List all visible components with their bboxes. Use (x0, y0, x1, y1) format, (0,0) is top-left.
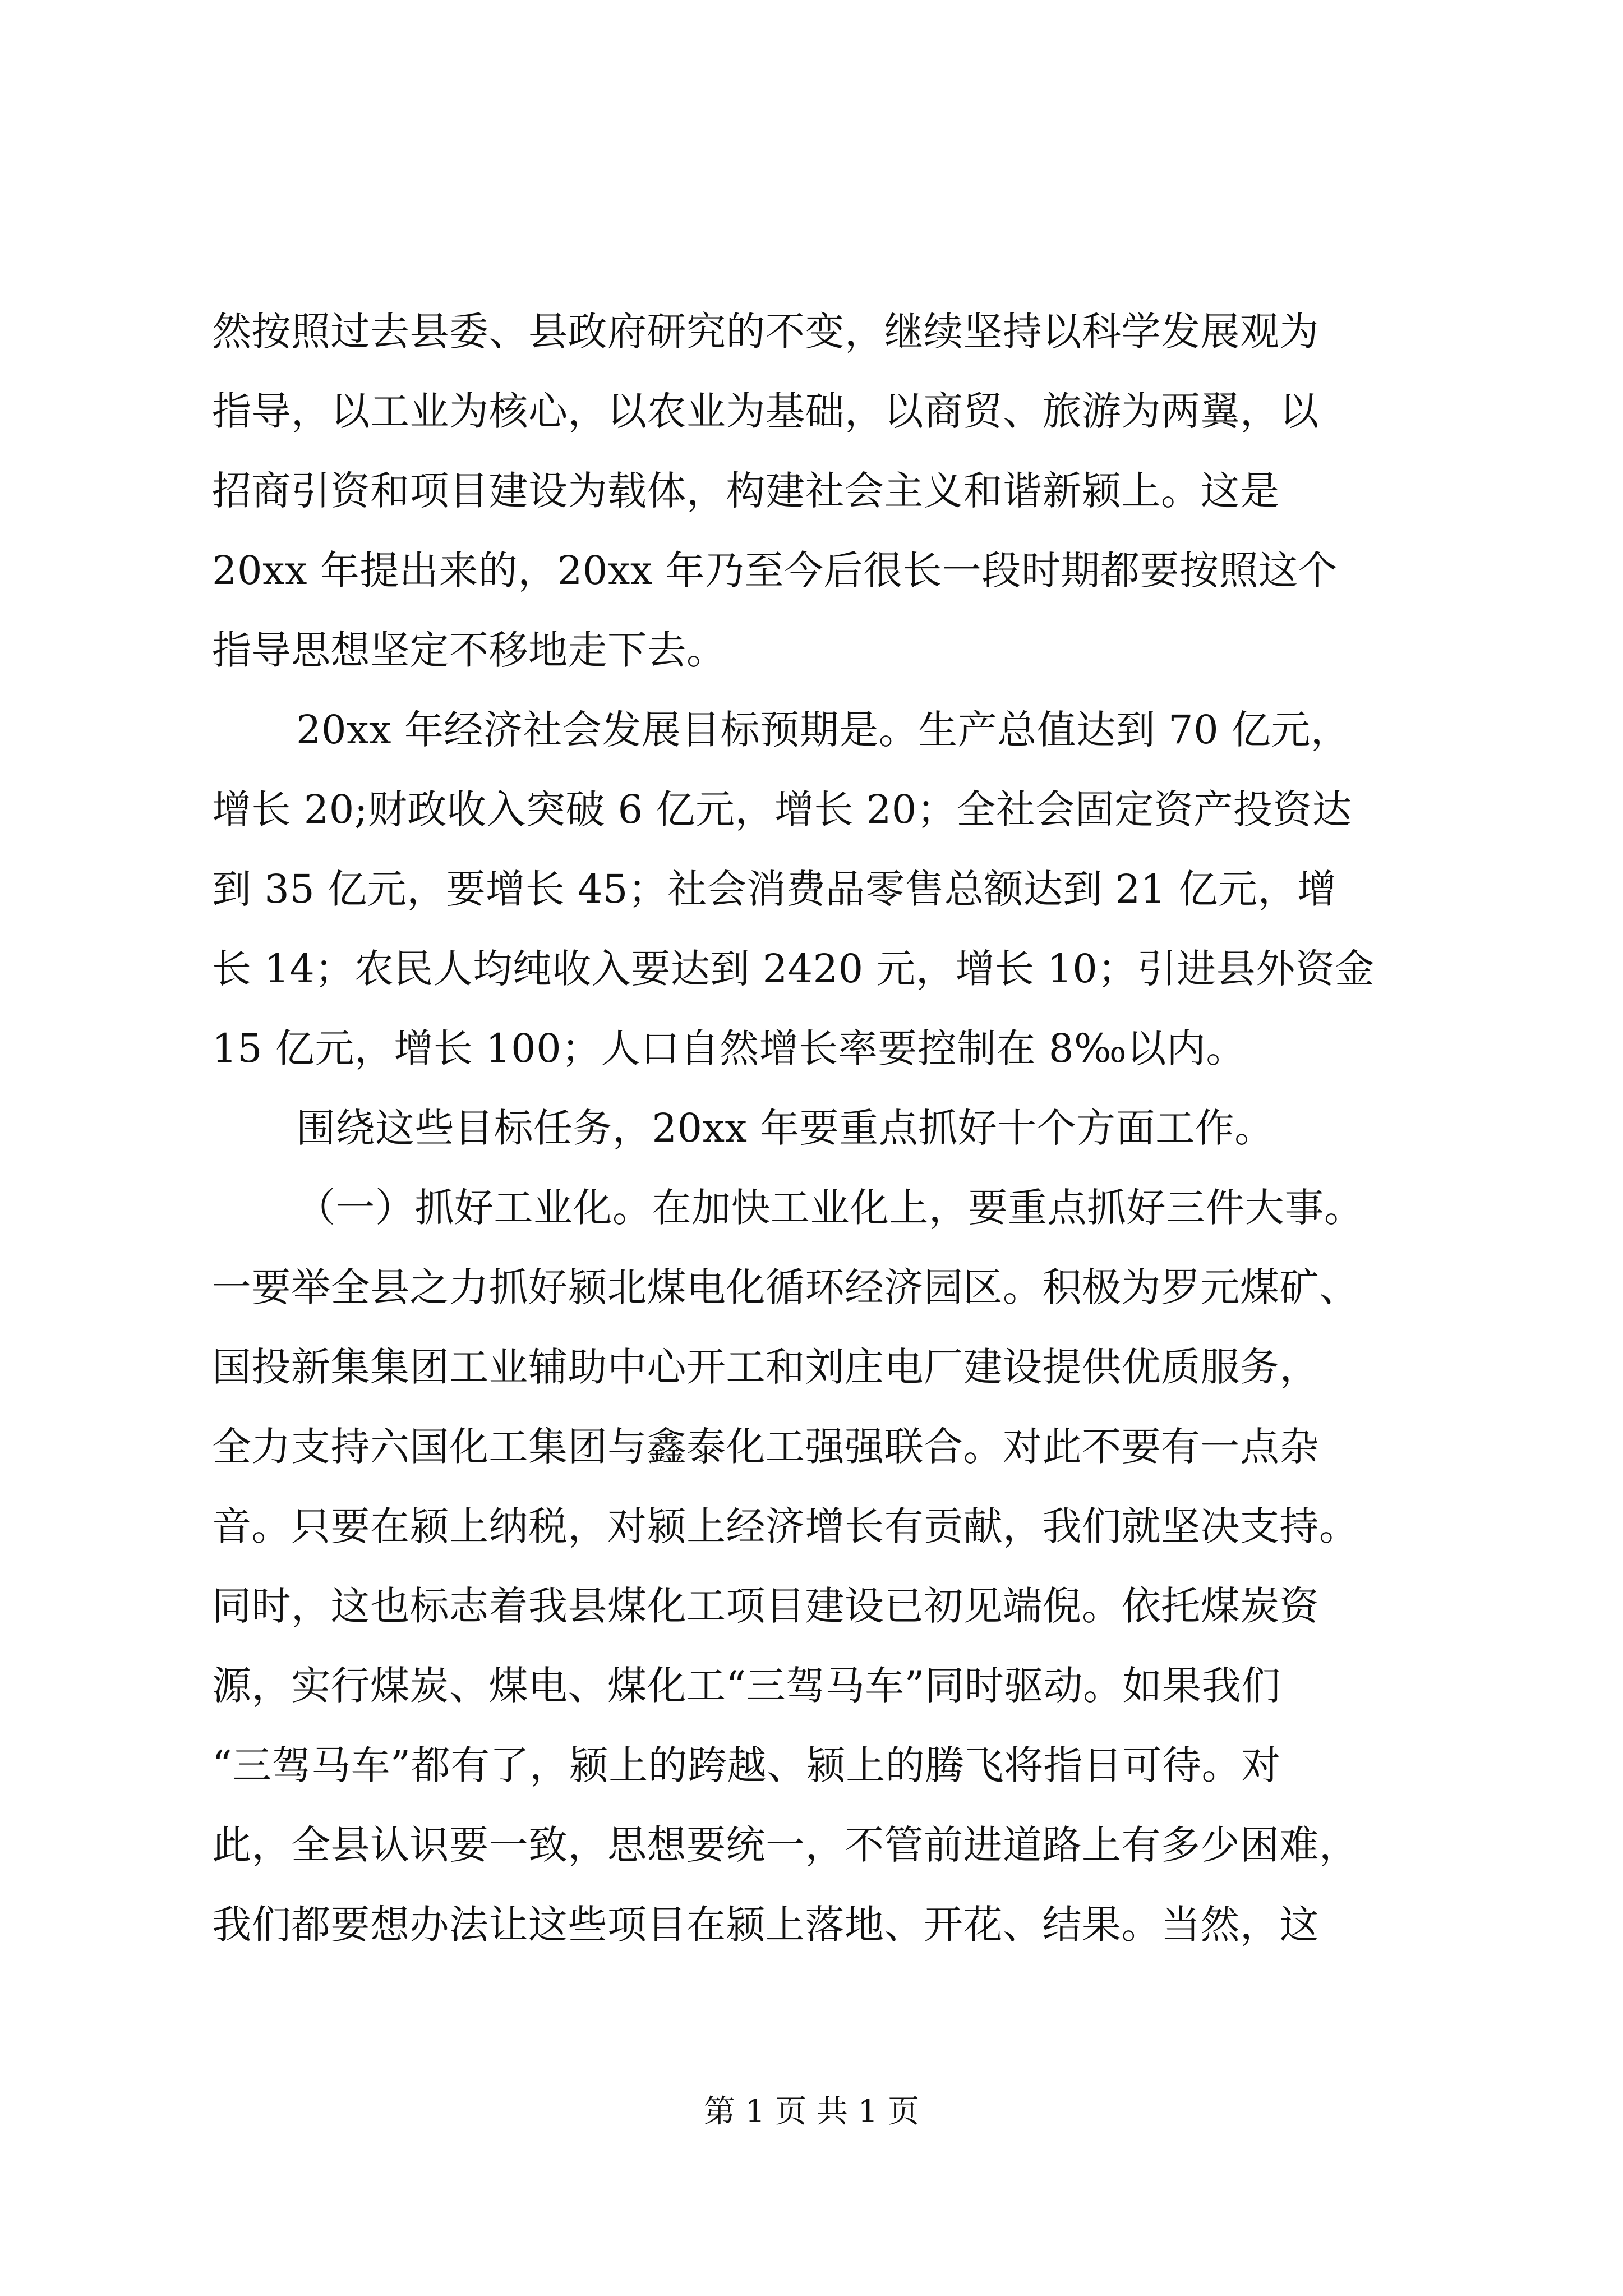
text-line: 长 14；农民人均纯收入要达到 2420 元，增长 10；引进县外资金 (212, 946, 1375, 992)
text-line: 20xx 年提出来的，20xx 年乃至今后很长一段时期都要按照这个 (212, 547, 1338, 593)
text-line: 围绕这些目标任务，20xx 年要重点抓好十个方面工作。 (296, 1105, 1274, 1151)
text-line: 增长 20;财政收入突破 6 亿元，增长 20；全社会固定资产投资达 (212, 786, 1352, 832)
text-line: （一）抓好工业化。在加快工业化上，要重点抓好三件大事。 (296, 1185, 1364, 1231)
text-line: 指导思想坚定不移地走下去。 (212, 627, 726, 673)
text-line: 此，全县认识要一致，思想要统一，不管前进道路上有多少困难， (212, 1822, 1359, 1868)
document-body (212, 292, 1423, 1964)
text-line: 到 35 亿元，要增长 45；社会消费品零售总额达到 21 亿元，增 (212, 866, 1337, 912)
text-line: 同时，这也标志着我县煤化工项目建设已初见端倪。依托煤炭资 (212, 1583, 1319, 1629)
text-line: 国投新集集团工业辅助中心开工和刘庄电厂建设提供优质服务， (212, 1344, 1319, 1390)
text-line: 源，实行煤炭、煤电、煤化工“三驾马车”同时驱动。如果我们 (212, 1663, 1281, 1709)
text-line: 20xx 年经济社会发展目标预期是。生产总值达到 70 亿元， (296, 707, 1350, 753)
page-footer: 第 1 页 共 1 页 (703, 2093, 920, 2130)
text-line: 一要举全县之力抓好颍北煤电化循环经济园区。积极为罗元煤矿、 (212, 1264, 1359, 1310)
text-line: 然按照过去县委、县政府研究的不变，继续坚持以科学发展观为 (212, 309, 1319, 355)
text-line: 指导，以工业为核心，以农业为基础，以商贸、旅游为两翼，以 (212, 388, 1319, 434)
text-line: 15 亿元，增长 100；人口自然增长率要控制在 8‰以内。 (212, 1025, 1246, 1071)
text-line: 我们都要想办法让这些项目在颍上落地、开花、结果。当然，这 (212, 1902, 1319, 1948)
text-line: 音。只要在颍上纳税，对颍上经济增长有贡献，我们就坚决支持。 (212, 1503, 1359, 1549)
text-line: 招商引资和项目建设为载体，构建社会主义和谐新颍上。这是 (212, 468, 1280, 514)
text-line: 全力支持六国化工集团与鑫泰化工强强联合。对此不要有一点杂 (212, 1424, 1319, 1470)
text-line: “三驾马车”都有了，颍上的跨越、颍上的腾飞将指日可待。对 (212, 1742, 1281, 1788)
